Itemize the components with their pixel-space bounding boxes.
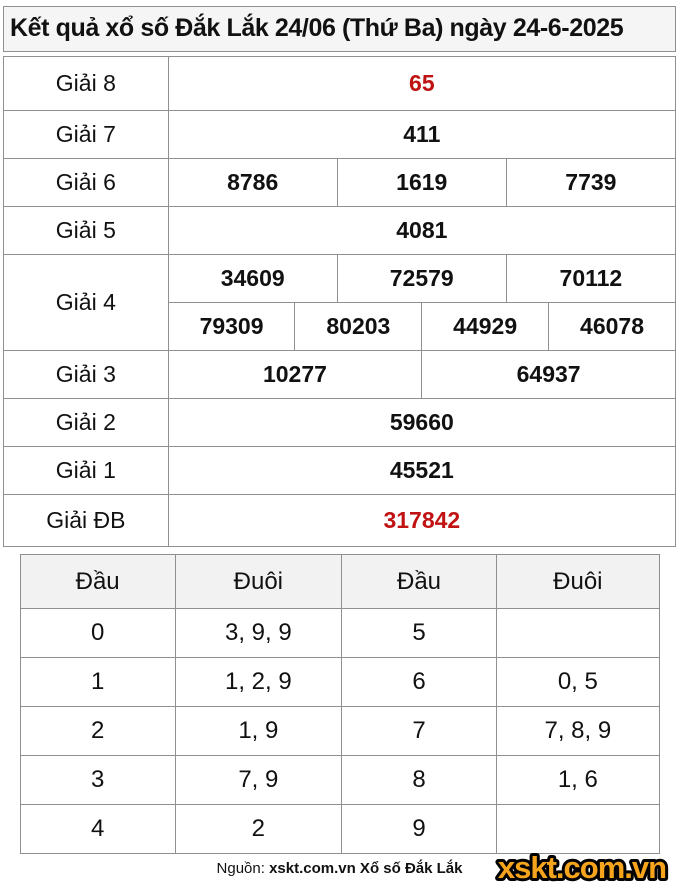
head-digit: 0 <box>20 609 175 658</box>
table-row <box>4 159 676 207</box>
xskt-logo <box>487 847 677 887</box>
lottery-results-page <box>0 6 679 887</box>
head-digit: 1 <box>20 658 175 707</box>
table-row <box>20 658 659 707</box>
column-header: Đầu <box>20 555 175 609</box>
table-row <box>4 399 676 447</box>
prize-value: 59660 <box>168 399 675 447</box>
table-header-row <box>20 555 659 609</box>
source-prefix-label: Nguồn: <box>216 860 265 877</box>
tail-digits: 7, 8, 9 <box>497 707 659 756</box>
table-row <box>4 351 676 399</box>
head-tail-table <box>20 554 660 854</box>
prize-label: Giải 6 <box>4 159 169 207</box>
prize-value: 8786 <box>168 159 337 207</box>
column-header: Đầu <box>341 555 496 609</box>
tail-digits: 1, 9 <box>175 707 341 756</box>
prize-value: 44929 <box>422 303 549 351</box>
head-digit: 3 <box>20 756 175 805</box>
prize-label: Giải 5 <box>4 207 169 255</box>
prize-value: 1619 <box>337 159 506 207</box>
tail-digits: 3, 9, 9 <box>175 609 341 658</box>
prize-value: 45521 <box>168 447 675 495</box>
prize-label: Giải 1 <box>4 447 169 495</box>
prize-value: 10277 <box>168 351 422 399</box>
table-row <box>4 207 676 255</box>
table-row <box>4 255 676 303</box>
prize-label: Giải ĐB <box>4 495 169 547</box>
prize-value: 65 <box>168 57 675 111</box>
prize-value: 7739 <box>506 159 675 207</box>
head-digit: 8 <box>341 756 496 805</box>
table-row <box>20 756 659 805</box>
table-row <box>4 111 676 159</box>
head-digit: 2 <box>20 707 175 756</box>
prize-value: 72579 <box>337 255 506 303</box>
column-header: Đuôi <box>175 555 341 609</box>
source-name-label: xskt.com.vn Xổ số Đắk Lắk <box>269 860 463 877</box>
prize-value: 317842 <box>168 495 675 547</box>
prize-value: 79309 <box>168 303 295 351</box>
column-header: Đuôi <box>497 555 659 609</box>
prize-value: 46078 <box>549 303 676 351</box>
prize-label: Giải 7 <box>4 111 169 159</box>
head-digit: 9 <box>341 805 496 854</box>
tail-digits: 1, 2, 9 <box>175 658 341 707</box>
prize-value: 64937 <box>422 351 676 399</box>
head-digit: 4 <box>20 805 175 854</box>
head-digit: 5 <box>341 609 496 658</box>
prize-label: Giải 3 <box>4 351 169 399</box>
head-digit: 7 <box>341 707 496 756</box>
prize-value: 70112 <box>506 255 675 303</box>
table-row <box>20 609 659 658</box>
prize-value: 411 <box>168 111 675 159</box>
table-row <box>20 707 659 756</box>
prize-label: Giải 2 <box>4 399 169 447</box>
tail-digits <box>497 609 659 658</box>
prize-label: Giải 4 <box>4 255 169 351</box>
table-row <box>4 57 676 111</box>
prize-value: 34609 <box>168 255 337 303</box>
tail-digits: 2 <box>175 805 341 854</box>
page-title: Kết quả xổ số Đắk Lắk 24/06 (Thứ Ba) ngày 24-6-2025 <box>3 6 676 52</box>
prize-value: 4081 <box>168 207 675 255</box>
head-digit: 6 <box>341 658 496 707</box>
prize-value: 80203 <box>295 303 422 351</box>
tail-digits: 1, 6 <box>497 756 659 805</box>
table-row <box>4 447 676 495</box>
table-row <box>4 495 676 547</box>
xskt-logo-graphic <box>487 847 677 887</box>
xskt-logo-text: xskt.com.vn <box>497 850 667 885</box>
prize-label: Giải 8 <box>4 57 169 111</box>
tail-digits: 7, 9 <box>175 756 341 805</box>
tail-digits: 0, 5 <box>497 658 659 707</box>
results-table <box>3 56 676 547</box>
